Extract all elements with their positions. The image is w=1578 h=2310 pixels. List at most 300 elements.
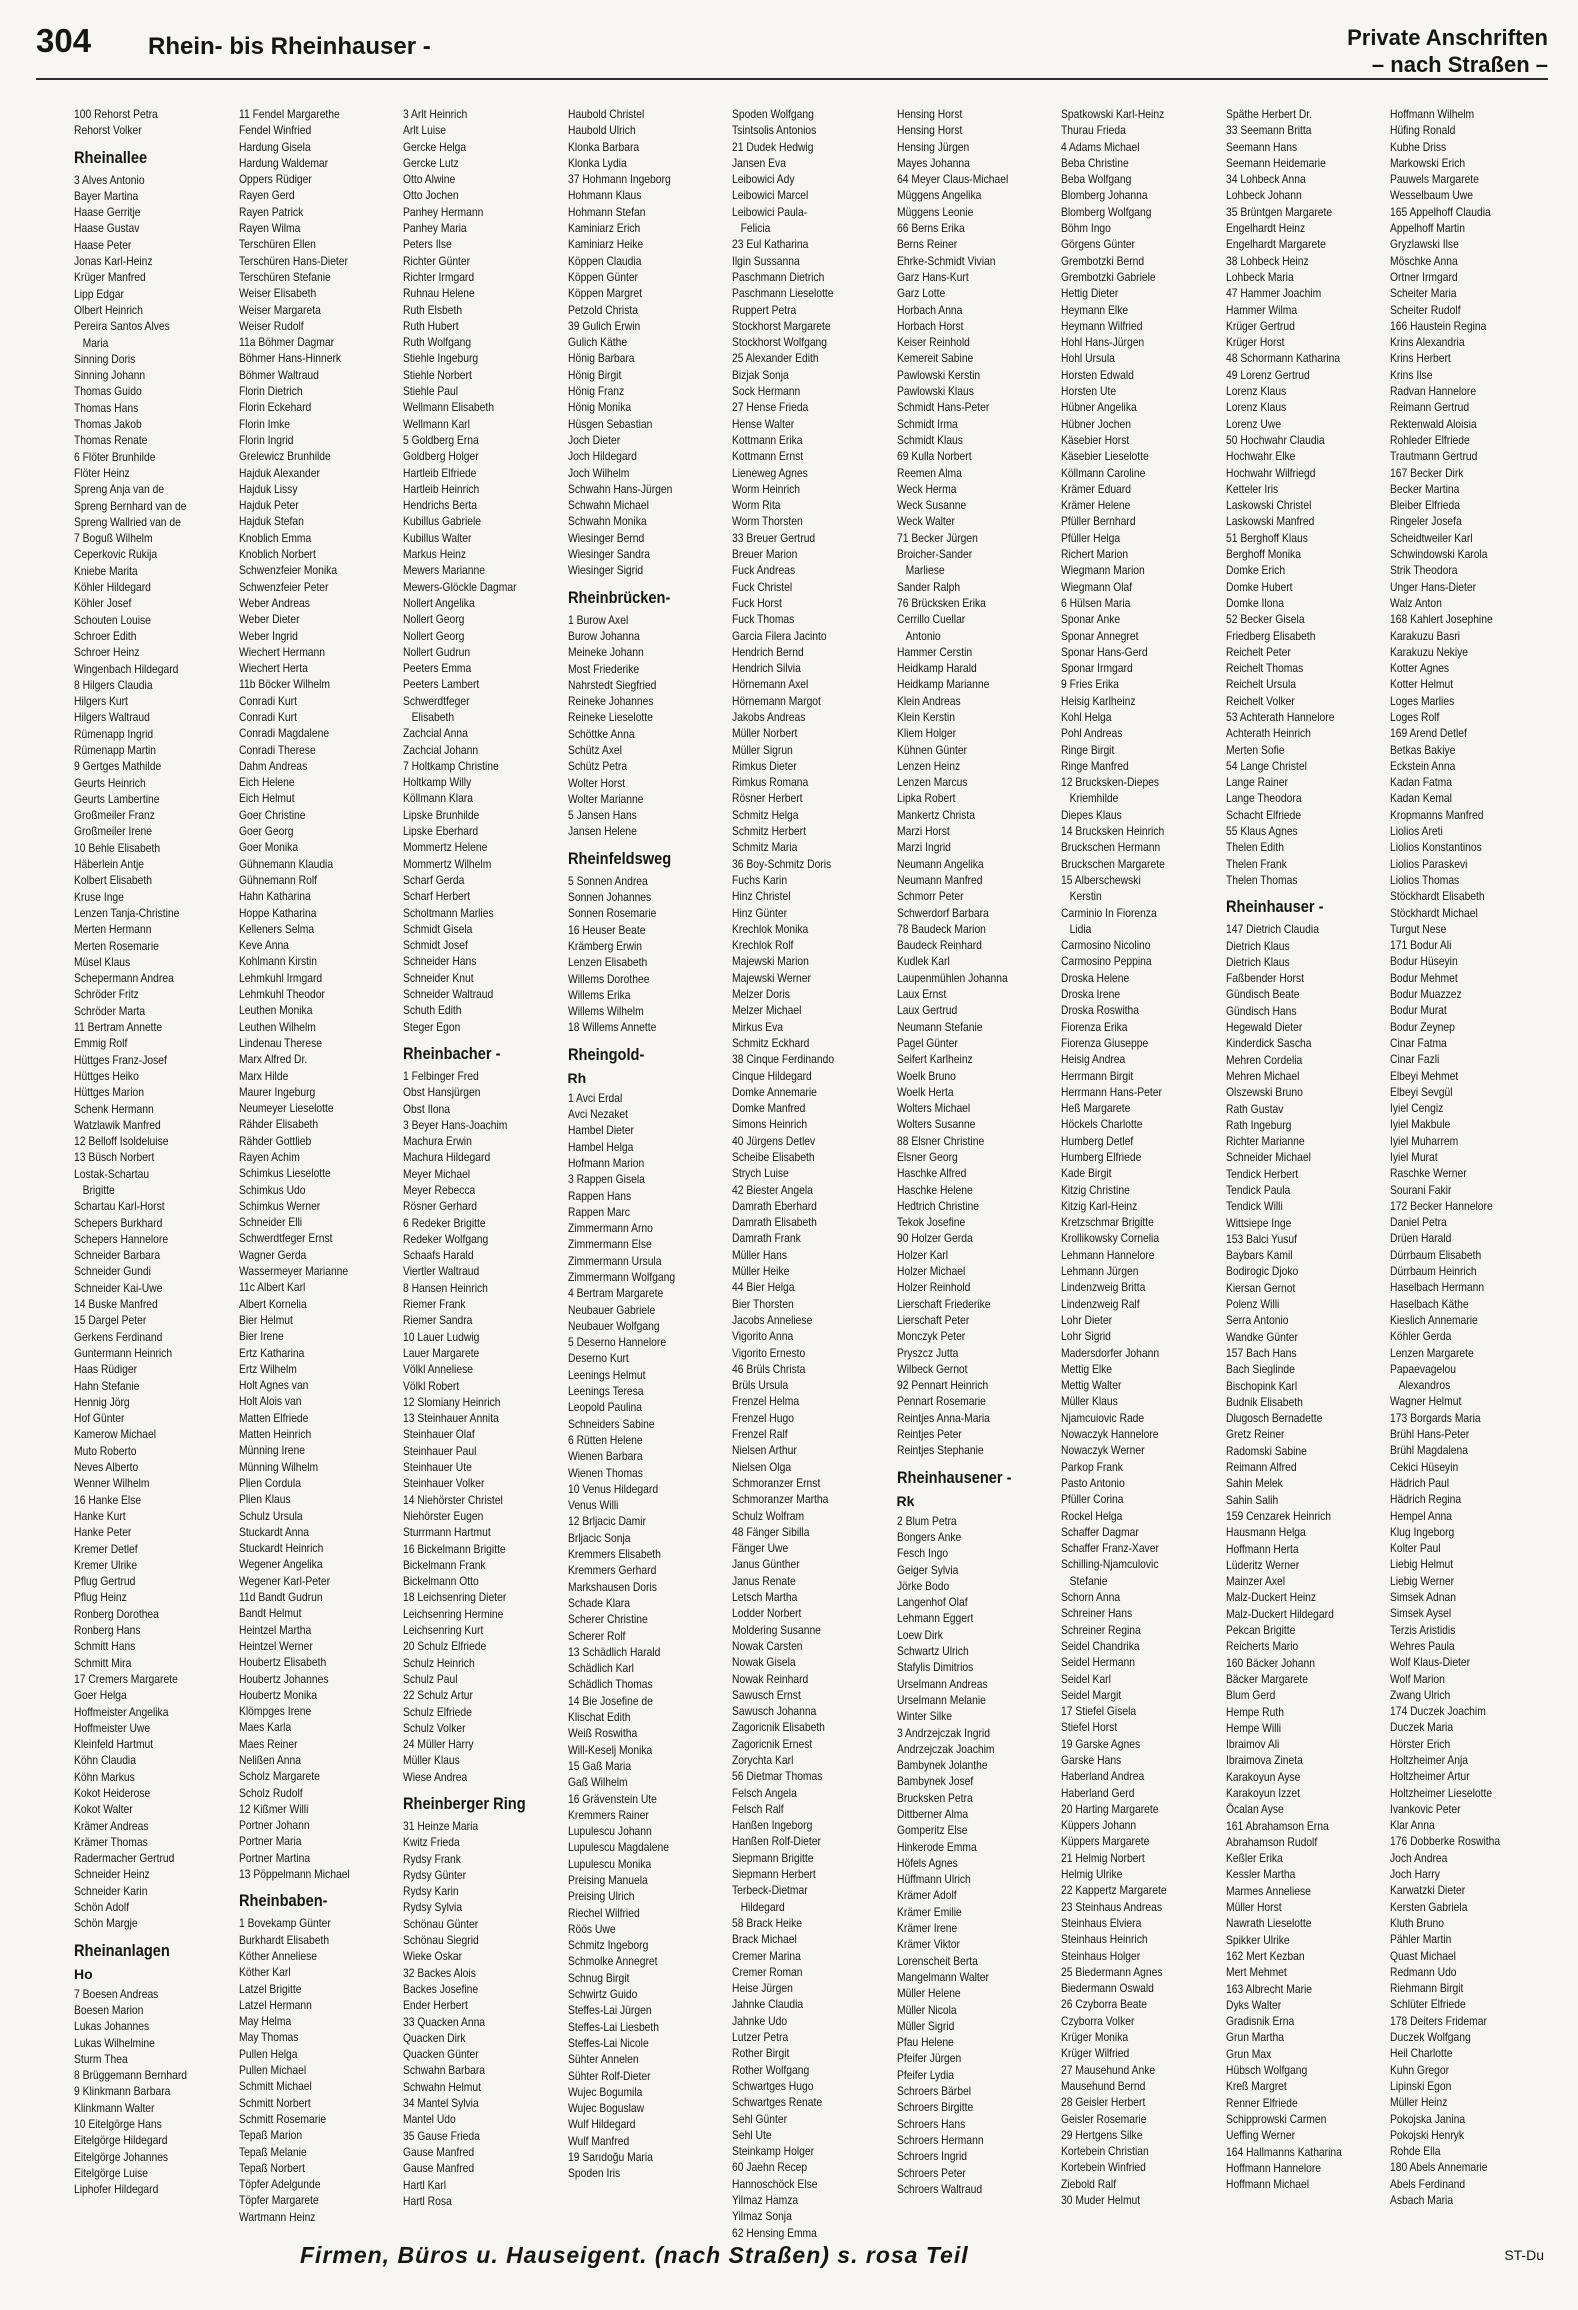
resident-listing: Haase Gerritje [74,205,141,220]
resident-listing: Gündisch Hans [1225,1003,1297,1018]
resident-listing: 69 Kulla Norbert [896,449,972,464]
resident-listing: Horbach Horst [896,318,964,333]
resident-listing: Hohmann Klaus [567,188,641,203]
resident-listing: 64 Meyer Claus-Michael [896,172,1008,187]
resident-listing: Neumeyer Lieselotte [238,1101,334,1116]
resident-listing: 38 Cinque Ferdinando [732,1052,835,1067]
resident-listing: Hüttges Heiko [74,1068,139,1083]
resident-listing: Elsner Georg [896,1150,958,1164]
resident-listing: Mommertz Helene [403,840,488,855]
resident-listing: Schulz Volker [403,1720,466,1735]
resident-listing: 180 Abels Annemarie [1390,2160,1488,2175]
resident-listing: Müggens Leonie [896,204,973,219]
resident-listing: Schwartz Ulrich [896,1644,969,1659]
resident-listing: 16 Hanke Else [74,1492,142,1507]
resident-listing: Köppen Günter [567,269,638,284]
resident-listing: 11 Bertram Annette [74,1020,163,1035]
resident-listing: Janus Günther [732,1557,800,1572]
resident-listing: Krämer Andreas [74,1818,149,1833]
resident-listing: Reimann Gertrud [1390,400,1470,415]
resident-listing: Pullen Michael [238,2063,306,2078]
resident-listing: Cinar Fazli [1390,1052,1440,1067]
resident-listing: Ruth Hubert [403,318,459,333]
resident-listing: Lehmann Hannelore [1061,1247,1155,1262]
resident-listing: 165 Appelhoff Claudia [1390,204,1491,219]
resident-listing: Großmeiler Franz [74,808,155,823]
resident-listing: Holtzheimer Anja [1390,1752,1469,1767]
resident-listing: Reimann Alfred [1225,1460,1297,1475]
resident-listing: Kitzig Karl-Heinz [1061,1198,1138,1213]
resident-listing: Mert Mehmet [1225,1965,1287,1980]
resident-listing: 54 Lange Christel [1225,758,1307,773]
resident-listing: Stafylis Dimitrios [896,1660,973,1675]
resident-listing: Burow Johanna [567,628,640,643]
resident-listing: Hoppe Katharina [238,905,316,920]
resident-listing: Thomas Hans [74,400,139,415]
resident-listing: Czyborra Volker [1061,2013,1135,2028]
resident-listing: Jansen Eva [732,155,786,170]
resident-listing: 31 Heinze Maria [403,1818,479,1833]
resident-listing: Radomski Sabine [1225,1443,1307,1458]
resident-listing: Ronberg Hans [74,1623,141,1638]
resident-listing: Florin Imke [238,416,290,431]
resident-listing: Wehres Paula [1390,1638,1455,1653]
resident-listing: Köppen Margret [567,286,642,301]
resident-listing: Hendrich Bernd [732,644,804,659]
resident-listing: Polenz Willi [1225,1297,1279,1312]
resident-listing: Hartl Karl [403,2177,447,2192]
resident-listing: Laux Ernst [896,987,946,1002]
resident-listing: Stöckhardt Elisabeth [1390,889,1485,904]
resident-listing: 26 Czyborra Beate [1061,1997,1148,2012]
street-heading: Rheinhausener - [896,1467,1012,1487]
resident-listing: Willems Erika [567,987,630,1002]
resident-listing: Klinkmann Walter [74,2100,155,2115]
resident-listing: Bongers Anke [896,1529,961,1544]
resident-listing: Schmitt Michael [238,2079,312,2094]
resident-listing: Tepaß Norbert [238,2160,305,2175]
resident-listing: 35 Gause Frieda [403,2128,480,2143]
resident-listing: Bodur Mehmet [1390,970,1458,985]
resident-listing: Thelen Edith [1225,840,1284,855]
resident-listing: Tsintsolis Antonios [732,123,817,138]
resident-listing: Thomas Renate [74,433,148,448]
resident-listing: Brack Michael [732,1932,797,1947]
resident-listing: Thomas Jakob [74,417,142,432]
resident-listing: Winter Silke [896,1709,952,1724]
resident-listing: Gulich Käthe [567,335,627,350]
resident-listing: Zagoricnik Ernest [732,1736,813,1751]
resident-listing: Frenzel Ralf [732,1427,788,1442]
resident-listing: Ilgin Sussanna [732,253,800,268]
resident-listing: Stöckhardt Michael [1390,905,1478,920]
resident-listing: Ruth Elsbeth [403,302,463,317]
resident-listing: Becker Martina [1390,481,1460,496]
resident-listing: Panhey Maria [403,221,467,236]
resident-listing: 51 Berghoff Klaus [1225,530,1308,545]
resident-listing: Schnug Birgit [567,1970,629,1985]
resident-listing: 49 Lorenz Gertrud [1225,367,1310,382]
resident-listing: Hedtrich Christine [896,1198,979,1213]
resident-listing: Hennig Jörg [74,1394,130,1409]
header-rule [36,78,1548,80]
resident-listing: Loges Rolf [1390,709,1440,724]
resident-listing: 14 Brucksken Heinrich [1061,824,1165,839]
resident-listing: Schouten Louise [74,612,151,627]
resident-listing: Bambynek Jolanthe [896,1758,988,1773]
resident-listing: Kokot Walter [74,1802,133,1817]
resident-listing: Schwindowski Karola [1390,547,1488,562]
resident-listing: Karwatzki Dieter [1390,1883,1466,1898]
resident-listing: Liolios Areti [1390,824,1443,839]
resident-listing: 13 Steinhauer Annita [403,1411,499,1426]
resident-listing: Gause Manfred [403,2161,475,2176]
resident-listing: Weck Susanne [896,498,966,513]
resident-listing: Hettig Dieter [1061,286,1119,301]
resident-listing: Nowak Reinhard [732,1671,809,1686]
resident-listing: Nielsen Olga [732,1459,792,1474]
resident-listing: Schmitt Mira [74,1655,132,1670]
resident-listing: 16 Grävenstein Ute [567,1791,657,1806]
resident-listing: Schütz Axel [567,742,622,757]
resident-listing: Most Friederike [567,661,639,676]
resident-listing: Eitelgörge Luise [74,2165,149,2180]
resident-listing: Hädrich Paul [1390,1475,1450,1490]
street-heading: Rheingold- [567,1044,644,1064]
resident-listing: Leichsenring Kurt [403,1623,484,1638]
resident-listing: Weber Andreas [238,595,310,610]
resident-listing: Müller Klaus [403,1753,460,1768]
resident-listing: Bodirogic Djoko [1225,1264,1298,1279]
resident-listing: 16 Bickelmann Brigitte [403,1541,506,1556]
resident-listing: Nollert Georg [403,628,465,643]
resident-listing: Breuer Marion [732,547,798,562]
resident-listing: 20 Harting Margarete [1061,1801,1159,1816]
resident-listing: Florin Dietrich [238,384,303,399]
resident-listing: Köhn Markus [74,1769,135,1784]
resident-listing: Stiehle Ingeburg [403,351,479,366]
resident-listing: Bizjak Sonja [732,367,789,382]
resident-listing: Mayes Johanna [896,155,970,170]
resident-listing: 176 Dobberke Roswitha [1390,1834,1501,1849]
resident-listing: Blum Gerd [1225,1688,1275,1703]
resident-listing: Krins Ilse [1390,367,1433,382]
resident-listing: Richert Marion [1061,547,1129,562]
resident-listing: Pfeifer Jürgen [896,2051,961,2066]
resident-listing: Worm Thorsten [732,514,803,529]
resident-listing: Redeker Wolfgang [403,1231,489,1246]
resident-listing: Hegewald Dieter [1225,1020,1302,1035]
resident-listing: 56 Dietmar Thomas [732,1769,823,1784]
resident-listing: Nowak Gisela [732,1655,796,1670]
resident-listing: Scherer Christine [567,1612,648,1627]
resident-listing: Haas Rüdiger [74,1362,138,1377]
resident-listing: Merten Hermann [74,922,152,937]
resident-listing: Marzi Ingrid [896,840,951,855]
resident-listing: Rother Wolfgang [732,2062,810,2077]
resident-listing: Ertz Katharina [238,1345,304,1360]
resident-listing: Maes Reiner [238,1736,298,1751]
resident-listing: Köllmann Klara [403,791,473,806]
resident-listing: Pereira Santos Alves [74,319,170,334]
resident-listing: Geiger Sylvia [896,1562,958,1577]
resident-listing: Hübner Jochen [1061,416,1131,431]
resident-listing: Bickelmann Otto [403,1574,479,1589]
resident-listing: Quacken Dirk [403,2030,466,2045]
resident-listing: Kolter Paul [1390,1541,1441,1556]
resident-listing: 11b Böcker Wilhelm [238,677,330,692]
resident-listing: Hönig Franz [567,384,624,399]
resident-listing: Lenzen Margarete [1390,1345,1474,1360]
resident-listing: Schmidt Klaus [896,432,963,447]
resident-listing: Marmes Anneliese [1225,1883,1311,1898]
resident-listing: Sawusch Ernst [732,1687,801,1702]
resident-listing: Otto Jochen [403,188,459,203]
resident-listing: Pfeifer Lydia [896,2067,954,2082]
resident-listing: Langenhof Olaf [896,1595,968,1610]
resident-listing: Schneider Gundi [74,1264,151,1279]
resident-listing: Terzis Aristidis [1390,1622,1456,1637]
resident-listing: Duczek Maria [1390,1720,1454,1735]
resident-listing: 100 Rehorst Petra [74,107,158,121]
resident-listing: Guntermann Heinrich [74,1345,173,1360]
resident-listing: Carminio In Fiorenza [1061,905,1157,920]
resident-listing: Gühnemann Rolf [238,872,317,887]
section-label-line1: Private Anschriften [1347,25,1548,50]
resident-listing: Grelewicz Brunhilde [238,449,331,464]
resident-listing: Pullen Helga [238,2046,298,2061]
resident-listing: Hinz Christel [732,889,791,904]
resident-listing: Horsten Ute [1061,384,1117,399]
resident-listing: Fuck Horst [732,595,782,610]
resident-listing: Willems Dorothee [567,971,649,986]
resident-listing: Scheibe Elisabeth [732,1150,815,1164]
resident-listing: Schröder Fritz [74,987,139,1002]
resident-listing: Merten Rosemarie [74,938,159,953]
resident-listing: Stiehle Norbert [403,367,472,382]
resident-listing: Quacken Günter [403,2047,479,2062]
resident-listing: Laupenmühlen Johanna [896,970,1008,985]
resident-listing: Weiß Roswitha [567,1726,637,1741]
resident-listing: Conradi Kurt [238,709,297,724]
resident-listing: Stockhorst Wolfgang [732,335,828,350]
resident-listing: Knoblich Emma [238,530,311,545]
resident-listing: Hoffmeister Uwe [74,1720,151,1735]
resident-listing: Hönig Birgit [567,367,621,382]
resident-listing: Krüger Horst [1225,335,1285,350]
resident-listing: Böhmer Waltraud [238,367,319,382]
resident-listing: Eich Helmut [238,791,295,806]
resident-listing: Will-Keselj Monika [567,1742,652,1757]
resident-listing: Wegener Angelika [238,1557,323,1572]
resident-listing: Rappen Hans [567,1188,631,1203]
resident-listing: Wolter Marianne [567,791,644,806]
resident-listing: Scheiter Maria [1390,286,1457,301]
resident-listing: Kade Birgit [1061,1166,1112,1181]
resident-listing: Wilbeck Gernot [896,1361,968,1376]
resident-listing: Liolios Thomas [1390,872,1460,887]
resident-listing: Felsch Angela [732,1785,797,1800]
resident-listing: Hohl Hans-Jürgen [1061,335,1145,350]
resident-listing: Monczyk Peter [896,1329,965,1344]
resident-listing: Nielsen Arthur [732,1443,797,1458]
resident-listing: Schimkus Lieselotte [238,1166,331,1181]
resident-listing: Hönig Barbara [567,351,635,366]
resident-listing: Betkas Bakiye [1390,742,1456,757]
resident-listing: Majewski Marion [732,954,809,969]
resident-listing: Mettig Walter [1061,1378,1122,1393]
resident-listing: Kolbert Elisabeth [74,873,153,888]
resident-listing: Späthe Herbert Dr. [1225,107,1312,121]
resident-listing: 71 Becker Jürgen [896,530,978,545]
street-heading: Rheinbacher - [403,1043,501,1063]
resident-listing: Wujec Bogumila [567,2084,642,2099]
resident-listing: 6 Redeker Brigitte [403,1215,486,1230]
resident-listing: Wingenbach Hildegard [74,661,179,676]
resident-listing: Heintzel Martha [238,1622,311,1637]
resident-listing: 12 Kißmer Willi [238,1801,308,1816]
resident-listing: Ibraimov Ali [1225,1737,1279,1752]
resident-listing: Hahn Stefanie [74,1378,140,1393]
resident-listing: Dittberner Alma [896,1806,968,1821]
resident-listing: Scholz Rudolf [238,1785,303,1800]
resident-listing: Schmidt Hans-Peter [896,400,989,415]
resident-listing: Jonas Karl-Heinz [74,254,153,269]
resident-listing: Mewers Marianne [403,563,486,578]
resident-listing: Hammer Cerstin [896,644,972,659]
resident-listing: Haase Gustav [74,221,140,236]
resident-listing: Lierschaft Friederike [896,1296,990,1311]
resident-listing: Horsten Edwald [1061,367,1134,382]
resident-listing: Münning Irene [238,1443,305,1458]
resident-listing: Simsek Adnan [1390,1590,1456,1605]
resident-listing: Käsebier Horst [1061,432,1130,447]
resident-listing: Schepermann Andrea [74,971,174,986]
resident-listing: Weiser Rudolf [238,318,304,333]
resident-listing: Kruse Inge [74,889,124,904]
resident-listing: 21 Helmig Norbert [1061,1850,1145,1865]
resident-listing: Kubhe Driss [1390,139,1447,154]
resident-listing: Sühter Rolf-Dieter [567,2068,651,2083]
resident-listing: Terbeck-Dietmar [732,1883,808,1898]
resident-listing: Thelen Thomas [1225,872,1298,887]
resident-listing: Fuck Andreas [732,563,796,578]
resident-listing: Keßler Erika [1225,1851,1283,1866]
resident-listing: Markowski Erich [1390,155,1466,170]
resident-listing: Reineke Lieselotte [567,710,653,725]
resident-listing: Wagner Gerda [238,1247,306,1262]
resident-listing: Lorenz Klaus [1225,384,1286,399]
resident-listing: Gerkens Ferdinand [74,1329,163,1344]
resident-listing: Heisig Andrea [1061,1052,1126,1067]
resident-listing: Budnik Elisabeth [1225,1394,1303,1409]
resident-listing: Pähler Martin [1390,1932,1452,1947]
resident-listing: Köppen Claudia [567,253,641,268]
resident-listing: Gündisch Beate [1225,987,1299,1002]
resident-listing: 34 Mantel Sylvia [403,2096,479,2111]
resident-listing: 47 Hammer Joachim [1225,286,1321,301]
resident-listing: Viertler Waltraud [403,1264,480,1279]
resident-listing: Krämer Adolf [896,1888,957,1903]
resident-listing: 11a Böhmer Dagmar [238,335,334,350]
resident-listing: Fuchs Karin [732,872,788,887]
resident-listing: Sonnen Rosemarie [567,906,656,921]
resident-listing: Siepmann Brigitte [732,1850,814,1865]
resident-listing: Lupulescu Magdalene [567,1840,669,1855]
resident-listing: Asbach Maria [1390,2193,1454,2207]
resident-listing: Hoffmann Herta [1225,1541,1299,1556]
resident-listing: Wulf Hildegard [567,2117,635,2132]
resident-listing: 12 Belloff Isoldeluise [74,1134,169,1149]
resident-listing: Peeters Lambert [403,677,480,692]
resident-listing: Pagel Günter [896,1035,958,1050]
resident-listing: Schilling-Njamculovic [1061,1557,1159,1572]
resident-listing: Mehren Michael [1225,1068,1299,1083]
resident-listing: Hüttges Marion [74,1085,144,1100]
resident-listing: Schwerdorf Barbara [896,905,989,920]
resident-listing: Schwerdtfeger [403,693,470,708]
resident-listing: 171 Bodur Ali [1390,938,1452,953]
resident-listing: Kremmers Rainer [567,1807,649,1822]
resident-listing: Pfüller Corina [1061,1492,1124,1507]
resident-listing: Karakuzu Basri [1390,628,1460,643]
resident-listing: Schneider Elli [238,1215,302,1230]
resident-listing: Wieke Oskar [403,1949,463,1964]
resident-listing: 55 Klaus Agnes [1225,824,1298,839]
resident-listing: Joch Andrea [1390,1850,1448,1865]
resident-listing: Preising Ulrich [567,1889,635,1904]
resident-listing: Seemann Hans [1225,139,1297,154]
resident-listing: Zimmermann Ursula [567,1253,661,1268]
resident-listing: Boesen Marion [74,2002,144,2017]
resident-listing: Rayen Wilma [238,221,300,236]
resident-listing: Peters Ilse [403,237,452,252]
resident-listing: 12 Brljacic Damir [567,1514,646,1529]
resident-listing: Schmorr Peter [896,889,964,904]
resident-listing: Meyer Rebecca [403,1183,476,1197]
resident-listing: Schön Margje [74,1916,138,1931]
resident-listing: 22 Schulz Artur [403,1688,473,1703]
resident-listing: Pfüller Bernhard [1061,514,1136,529]
resident-listing: Joch Dieter [567,432,620,447]
resident-listing: 7 Holtkamp Christine [403,758,499,773]
directory-column [403,106,565,2206]
resident-listing: Köhn Claudia [74,1753,136,1768]
resident-listing: 9 Fries Erika [1061,677,1119,692]
resident-listing: Schaafs Harald [403,1248,474,1263]
resident-listing: Spreng Bernhard van de [74,498,187,513]
resident-listing: 9 Klinkmann Barbara [74,2084,171,2099]
resident-listing: Spreng Wallried van de [74,514,181,529]
resident-listing: Rayen Achim [238,1150,300,1164]
resident-listing: Rimkus Dieter [732,758,797,773]
resident-listing: Nowaczyk Hannelore [1061,1427,1159,1442]
resident-listing: Merten Sofie [1225,742,1285,757]
resident-listing: Hempe Willi [1225,1720,1281,1735]
resident-listing: Lohr Dieter [1061,1312,1113,1327]
resident-listing: Yilmaz Hamza [732,2193,799,2207]
resident-listing: Müller Sigrun [732,742,793,757]
resident-listing: 13 Pöppelmann Michael [238,1867,350,1882]
listing-continuation: Felicia [740,221,771,236]
street-heading: Rheinhauser - [1225,897,1323,917]
resident-listing: Steinhaus Holger [1061,1948,1141,1963]
resident-listing: Hempel Anna [1390,1508,1452,1523]
resident-listing: Garz Hans-Kurt [896,269,969,284]
resident-listing: 162 Mert Kezban [1225,1948,1305,1963]
resident-listing: Mankertz Christa [896,807,975,822]
resident-listing: Rohleder Elfriede [1390,432,1470,447]
